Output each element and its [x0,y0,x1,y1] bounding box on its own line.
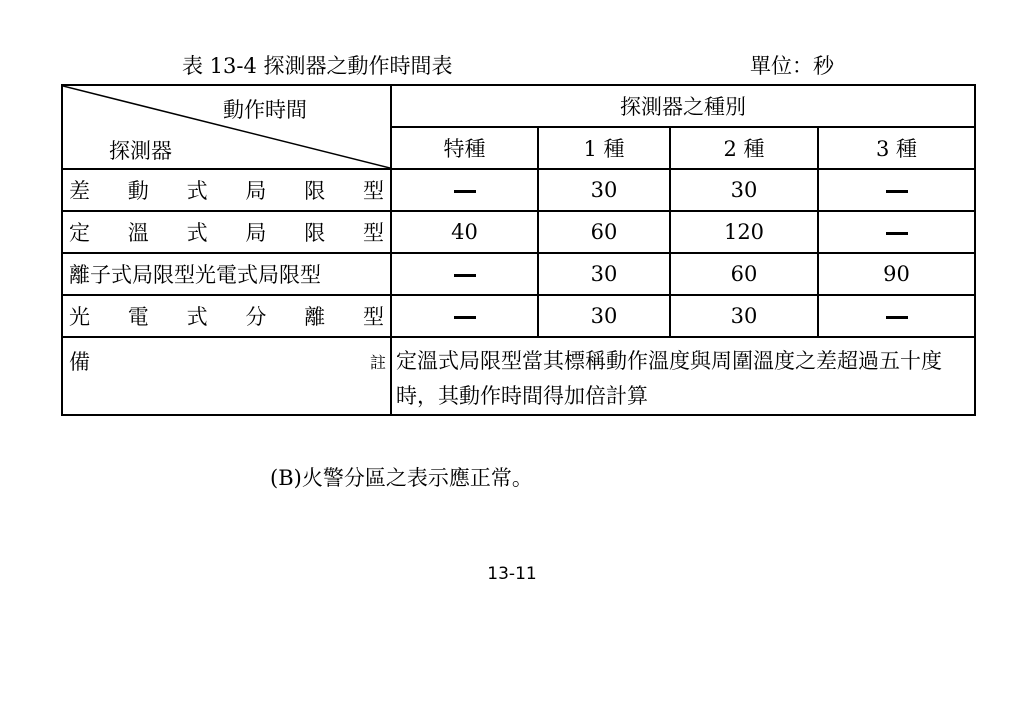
corner-header-cell [62,85,391,169]
column-header: 2 種 [670,127,818,169]
row-label: 離子式局限型光電式局限型 [69,263,321,287]
table-cell: 30 [538,295,670,337]
table-cell: 40 [391,211,538,253]
dash-mark [886,232,908,235]
table-row [62,295,975,337]
table-cell [391,295,538,337]
dash-mark [454,190,476,193]
dash-mark [454,316,476,319]
table-cell: 30 [670,169,818,211]
table-cell: 90 [818,253,975,295]
dash-mark [454,274,476,277]
header-row [62,85,975,127]
row-label-cell [62,295,391,337]
row-label: 光 電 式 分 離 型 [69,305,384,329]
table-cell [818,169,975,211]
row-label: 定 溫 式 局 限 型 [69,221,384,245]
note-row [62,337,975,415]
column-header: 3 種 [818,127,975,169]
corner-top-label: 動作時間 [223,98,307,122]
note-label-cell [62,337,391,415]
table-cell [391,253,538,295]
table-cell: 30 [538,253,670,295]
row-label-cell [62,169,391,211]
table-cell [391,169,538,211]
table-caption [0,50,1024,82]
table-row [62,169,975,211]
note-text-cell: 定溫式局限型當其標稱動作溫度與周圍溫度之差超過五十度時，其動作時間得加倍計算 [391,337,975,415]
table-cell: 30 [538,169,670,211]
table-row [62,253,975,295]
row-label: 差 動 式 局 限 型 [69,179,384,203]
group-header-cell: 探測器之種別 [391,85,975,127]
corner-bottom-label: 探測器 [109,139,172,163]
table-cell [818,295,975,337]
table-row [62,211,975,253]
dash-mark [886,190,908,193]
table-title: 表 13-4 探測器之動作時間表 [182,54,453,78]
section-b-text: (B)火警分區之表示應正常。 [270,466,533,490]
table-cell: 120 [670,211,818,253]
column-header: 1 種 [538,127,670,169]
unit-label: 單位：秒 [750,54,834,78]
detector-time-table [61,84,976,416]
table-cell: 30 [670,295,818,337]
table-cell: 60 [670,253,818,295]
column-header: 特種 [391,127,538,169]
dash-mark [886,316,908,319]
page-number: 13-11 [487,564,537,584]
table-cell: 60 [538,211,670,253]
table-cell [818,211,975,253]
note-label-left: 備 [69,350,90,374]
row-label-cell [62,253,391,295]
note-label-right: 註 [369,353,386,372]
row-label-cell [62,211,391,253]
